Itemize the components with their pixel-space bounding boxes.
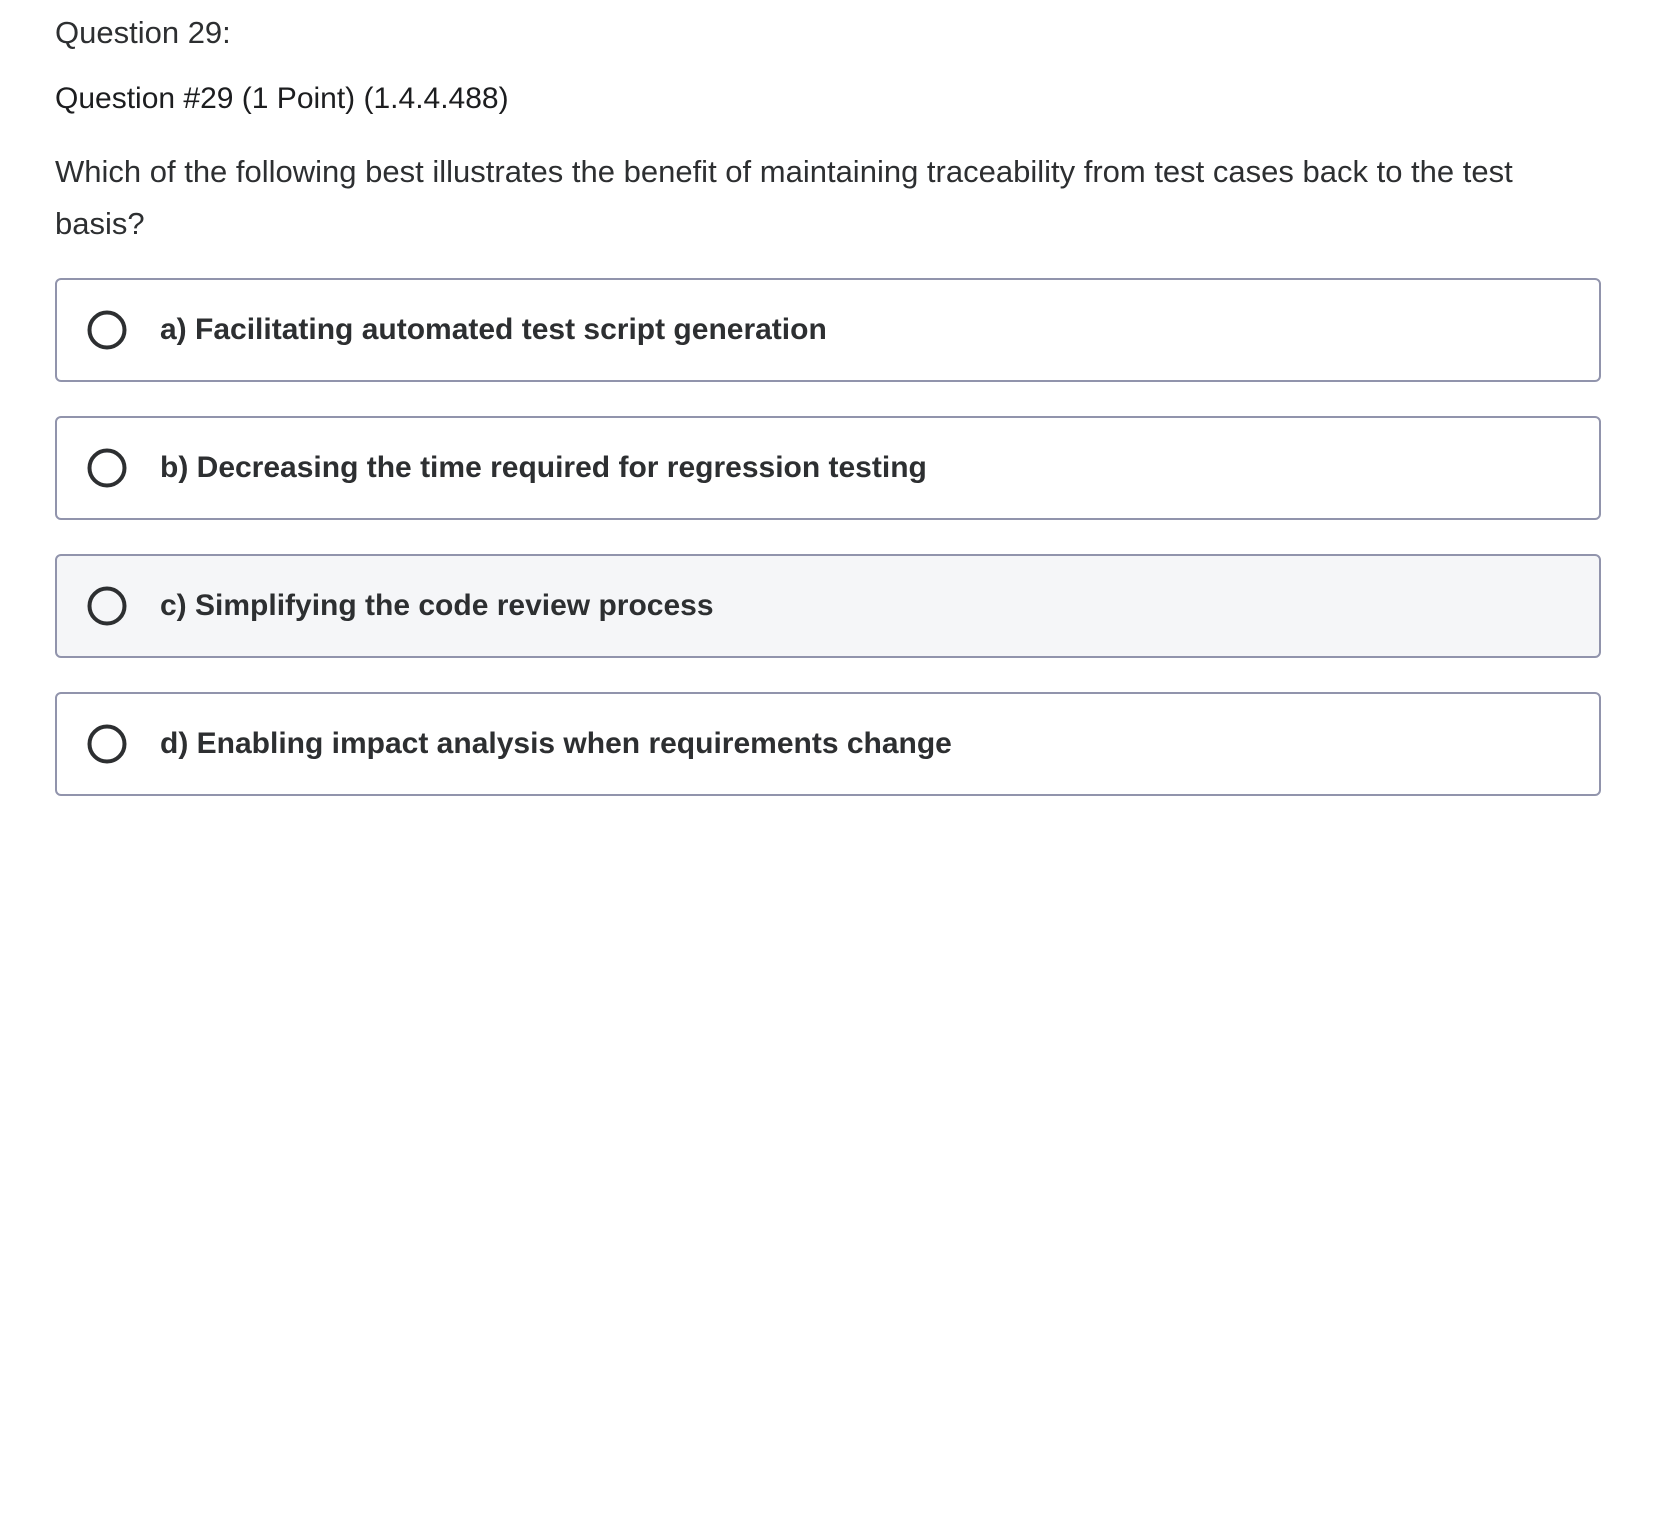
answer-options <box>55 278 1601 830</box>
radio-unchecked-icon[interactable] <box>87 310 127 350</box>
answer-option-c[interactable] <box>55 554 1601 658</box>
answer-option-label: a) Facilitating automated test script generation <box>160 313 827 346</box>
answer-option-label: d) Enabling impact analysis when requirements change <box>160 727 952 760</box>
radio-unchecked-icon[interactable] <box>87 724 127 764</box>
radio-unchecked-icon[interactable] <box>87 448 127 488</box>
answer-option-d[interactable] <box>55 692 1601 796</box>
answer-option-label: b) Decreasing the time required for regression testing <box>160 451 927 484</box>
question-text: Which of the following best illustrates the benefit of maintaining traceability from test cases back to the test basis? <box>55 154 1513 241</box>
question-meta: Question #29 (1 Point) (1.4.4.488) <box>55 82 509 115</box>
answer-option-a[interactable] <box>55 278 1601 382</box>
answer-option-b[interactable] <box>55 416 1601 520</box>
radio-unchecked-icon[interactable] <box>87 586 127 626</box>
answer-option-label: c) Simplifying the code review process <box>160 589 714 622</box>
question-heading: Question 29: <box>55 15 231 50</box>
